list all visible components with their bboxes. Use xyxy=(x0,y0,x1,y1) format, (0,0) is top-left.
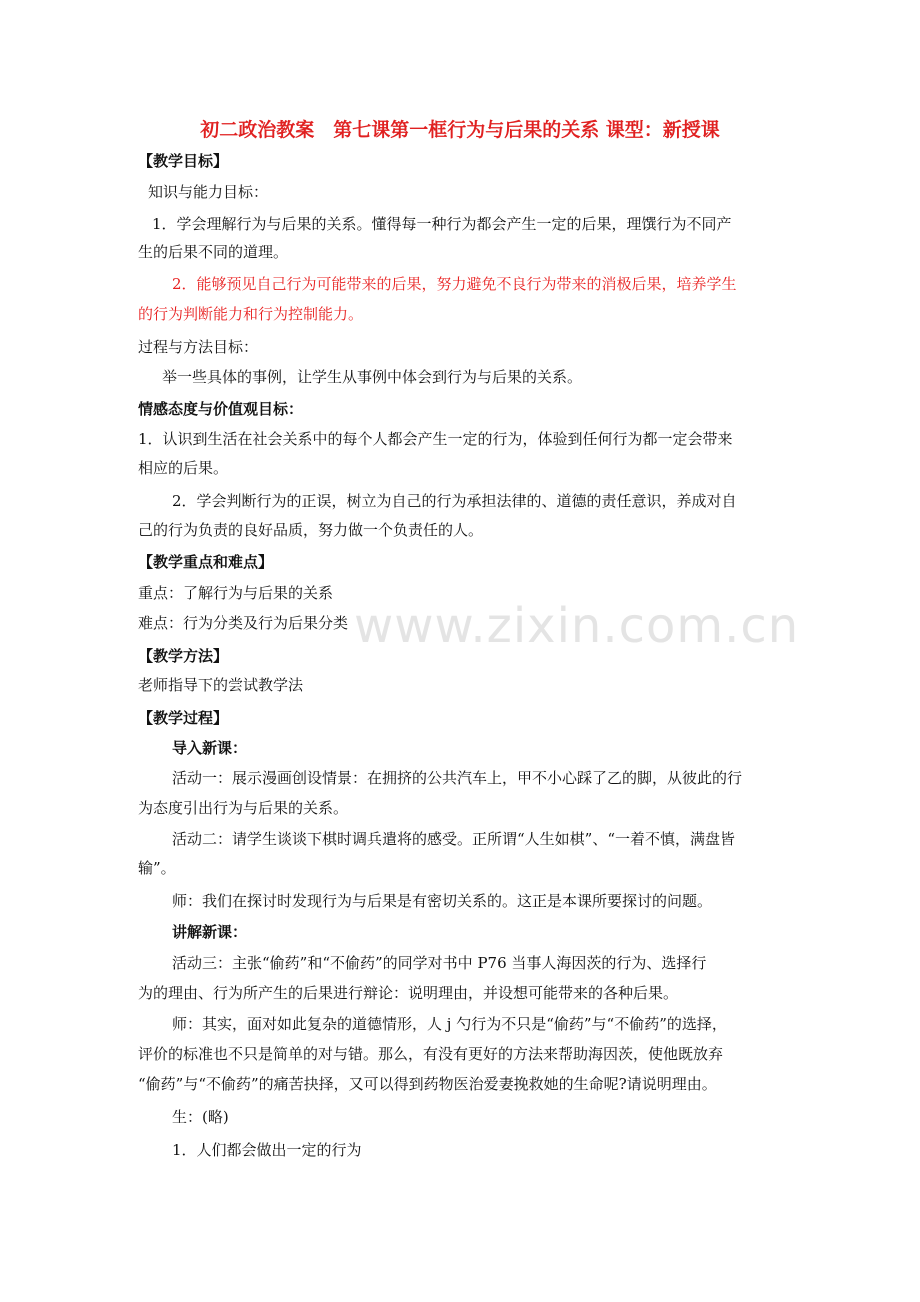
section-heading: 讲解新课： xyxy=(172,923,248,941)
text-line: 难点：行为分类及行为后果分类 xyxy=(138,614,349,632)
text-line: 输”。 xyxy=(138,859,176,877)
text-line: 活动三：主张“偷药”和“不偷药”的同学对书中 P76 当事人海因茨的行为、选择行 xyxy=(172,954,707,972)
text-line: 师：其实，面对如此复杂的道德情形，人 j 勺行为不只是“偷药”与“不偷药”的选择， xyxy=(172,1015,727,1033)
text-line: 2．能够预见自己行为可能带来的后果，努力避免不良行为带来的消极后果，培养学生 xyxy=(172,275,737,293)
text-line: 的行为判断能力和行为控制能力。 xyxy=(138,305,364,323)
text-line: 重点：了解行为与后果的关系 xyxy=(138,584,334,602)
text-line: 评价的标准也不只是简单的对与错。那么，有没有更好的方法来帮助海因茨，使他既放弃 xyxy=(138,1045,724,1063)
page-title: 初二政治教案 第七课第一框行为与后果的关系 课型：新授课 xyxy=(200,119,720,141)
text-line: 2．学会判断行为的正误，树立为自己的行为承担法律的、道德的责任意识，养成对自 xyxy=(172,492,737,510)
text-line: 活动一：展示漫画创设情景：在拥挤的公共汽车上，甲不小心踩了乙的脚，从彼此的行 xyxy=(172,769,743,787)
watermark: www.zixin.com.cn xyxy=(354,598,800,654)
section-heading: 【教学过程】 xyxy=(138,709,229,727)
text-line: “偷药”与“不偷药”的痛苦抉择，又可以得到药物医治爱妻挽救她的生命呢?请说明理由。 xyxy=(138,1075,717,1093)
section-heading: 【教学重点和难点】 xyxy=(138,553,274,571)
text-line: 过程与方法目标： xyxy=(138,338,259,356)
text-line: 相应的后果。 xyxy=(138,459,229,477)
text-line: 生的后果不同的道理。 xyxy=(138,243,289,261)
text-line: 生：(略) xyxy=(172,1108,229,1126)
text-line: 1．人们都会做出一定的行为 xyxy=(172,1141,362,1159)
text-line: 1．学会理解行为与后果的关系。懂得每一种行为都会产生一定的后果，理馔行为不同产 xyxy=(152,215,732,233)
text-line: 知识与能力目标： xyxy=(148,183,269,201)
text-line: 活动二：请学生谈谈下棋时调兵遣将的感受。正所谓“人生如棋”、“一着不慎，满盘皆 xyxy=(172,830,736,848)
text-line: 为态度引出行为与后果的关系。 xyxy=(138,799,349,817)
text-line: 老师指导下的尝试教学法 xyxy=(138,676,304,694)
text-line: 1．认识到生活在社会关系中的每个人都会产生一定的行为，体验到任何行为都一定会带来 xyxy=(138,430,733,448)
text-line: 己的行为负责的良好品质，努力做一个负责任的人。 xyxy=(138,521,484,539)
section-heading: 【教学方法】 xyxy=(138,647,229,665)
section-heading: 【教学目标】 xyxy=(138,152,229,170)
text-line: 师：我们在探讨时发现行为与后果是有密切关系的。这正是本课所要探讨的问题。 xyxy=(172,892,713,910)
text-line: 举一些具体的事例，让学生从事例中体会到行为与后果的关系。 xyxy=(162,368,583,386)
text-line: 为的理由、行为所产生的后果进行辩论：说明理由，并设想可能带来的各种后果。 xyxy=(138,984,679,1002)
section-heading: 情感态度与价值观目标： xyxy=(138,400,304,418)
section-heading: 导入新课： xyxy=(172,739,248,757)
